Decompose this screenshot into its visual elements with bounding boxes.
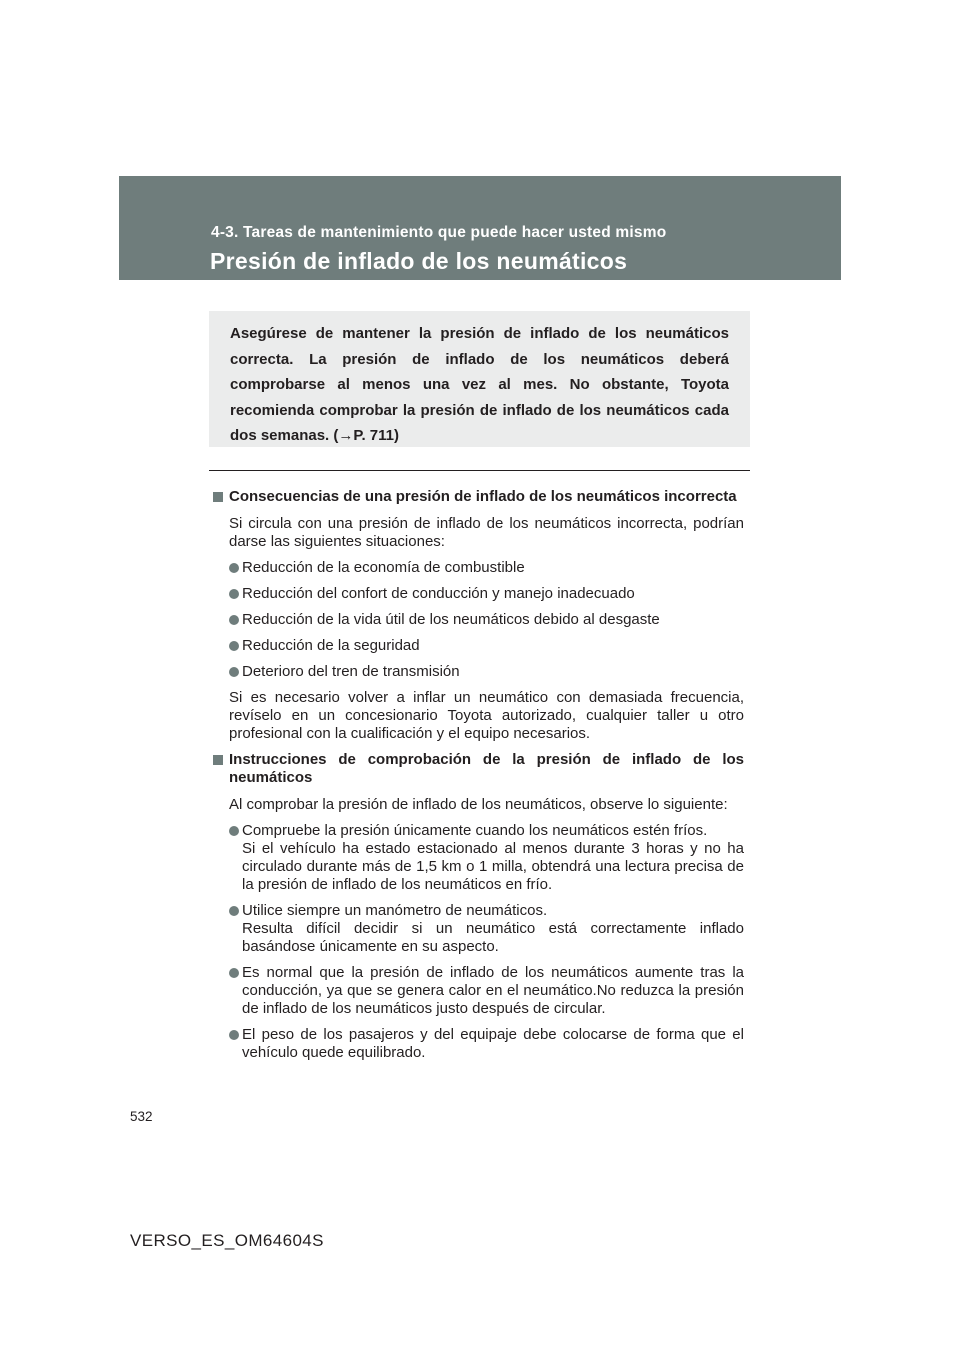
section-heading-text: Consecuencias de una presión de inflado de los neumáticos incorrecta: [229, 488, 737, 505]
section-heading-text: Instrucciones de comprobación de la presión de inflado de los neumáticos: [229, 751, 744, 786]
section-heading: [212, 751, 744, 787]
list-item-text: Reducción de la seguridad: [242, 637, 420, 654]
round-bullet-icon: [229, 667, 239, 677]
list-item-detail: Resulta difícil decidir si un neumático está correctamente inflado basándose únicamente en su aspecto.: [242, 920, 744, 955]
list-item-text: Reducción de la vida útil de los neumáticos debido al desgaste: [242, 611, 660, 628]
round-bullet-icon: [229, 615, 239, 625]
list-item: [212, 559, 744, 577]
round-bullet-icon: [229, 906, 239, 916]
list-item-text: Compruebe la presión únicamente cuando los neumáticos estén fríos.: [242, 822, 708, 839]
page-number: 532: [130, 1109, 153, 1124]
list-item-text: Reducción del confort de conducción y manejo inadecuado: [242, 585, 635, 602]
list-item-detail: Si el vehículo ha estado estacionado al menos durante 3 horas y no ha circulado durante más de 1,5 km o 1 milla, obtendrá una lectura precisa de la presión de inflado de los neumáticos en frío.: [242, 840, 744, 893]
square-bullet-icon: [213, 492, 223, 502]
list-item: [212, 611, 744, 629]
list-item: [212, 964, 744, 1018]
round-bullet-icon: [229, 589, 239, 599]
section-label: 4-3. Tareas de mantenimiento que puede hacer usted mismo: [211, 224, 667, 241]
list-item: [212, 663, 744, 681]
page-title: Presión de inflado de los neumáticos: [210, 248, 628, 274]
list-item: [212, 637, 744, 655]
main-content: [212, 488, 744, 1070]
list-item-text: Deterioro del tren de transmisión: [242, 663, 460, 680]
list-item: [212, 902, 744, 956]
list-item-text: Es normal que la presión de inflado de los neumáticos aumente tras la conducción, ya que se genera calor en el neumático.No reduzca la presión de inflado de los neumáticos justo después de circular.: [242, 964, 744, 1017]
square-bullet-icon: [213, 755, 223, 765]
section-intro: Al comprobar la presión de inflado de los neumáticos, observe lo siguiente:: [229, 796, 728, 813]
list-item: [212, 822, 744, 894]
list-item-text: Utilice siempre un manómetro de neumáticos.: [242, 902, 548, 919]
list-item-text: El peso de los pasajeros y del equipaje debe colocarse de forma que el vehículo quede equilibrado.: [242, 1026, 744, 1061]
list-item: [212, 1026, 744, 1062]
section-closing: Si es necesario volver a inflar un neumático con demasiada frecuencia, revíselo en un concesionario Toyota autorizado, cualquier taller u otro profesional con la cualificación y el equipo necesarios.: [229, 689, 744, 742]
round-bullet-icon: [229, 641, 239, 651]
section-intro: Si circula con una presión de inflado de los neumáticos incorrecta, podrían darse las siguientes situaciones:: [229, 515, 744, 550]
footer-document-code: VERSO_ES_OM64604S: [130, 1231, 324, 1250]
divider-rule: [209, 470, 750, 471]
round-bullet-icon: [229, 563, 239, 573]
round-bullet-icon: [229, 968, 239, 978]
section-heading: [212, 488, 744, 506]
round-bullet-icon: [229, 1030, 239, 1040]
intro-text: Asegúrese de mantener la presión de inflado de los neumáticos correcta. La presión de inflado de los neumáticos deberá comprobarse al menos una vez al mes. No obstante, Toyota recomienda comprobar la presión de inflado de los neumáticos cada dos semanas. (→P. 711): [230, 325, 729, 444]
intro-box: [209, 311, 750, 447]
list-item-text: Reducción de la economía de combustible: [242, 559, 525, 576]
round-bullet-icon: [229, 826, 239, 836]
list-item: [212, 585, 744, 603]
